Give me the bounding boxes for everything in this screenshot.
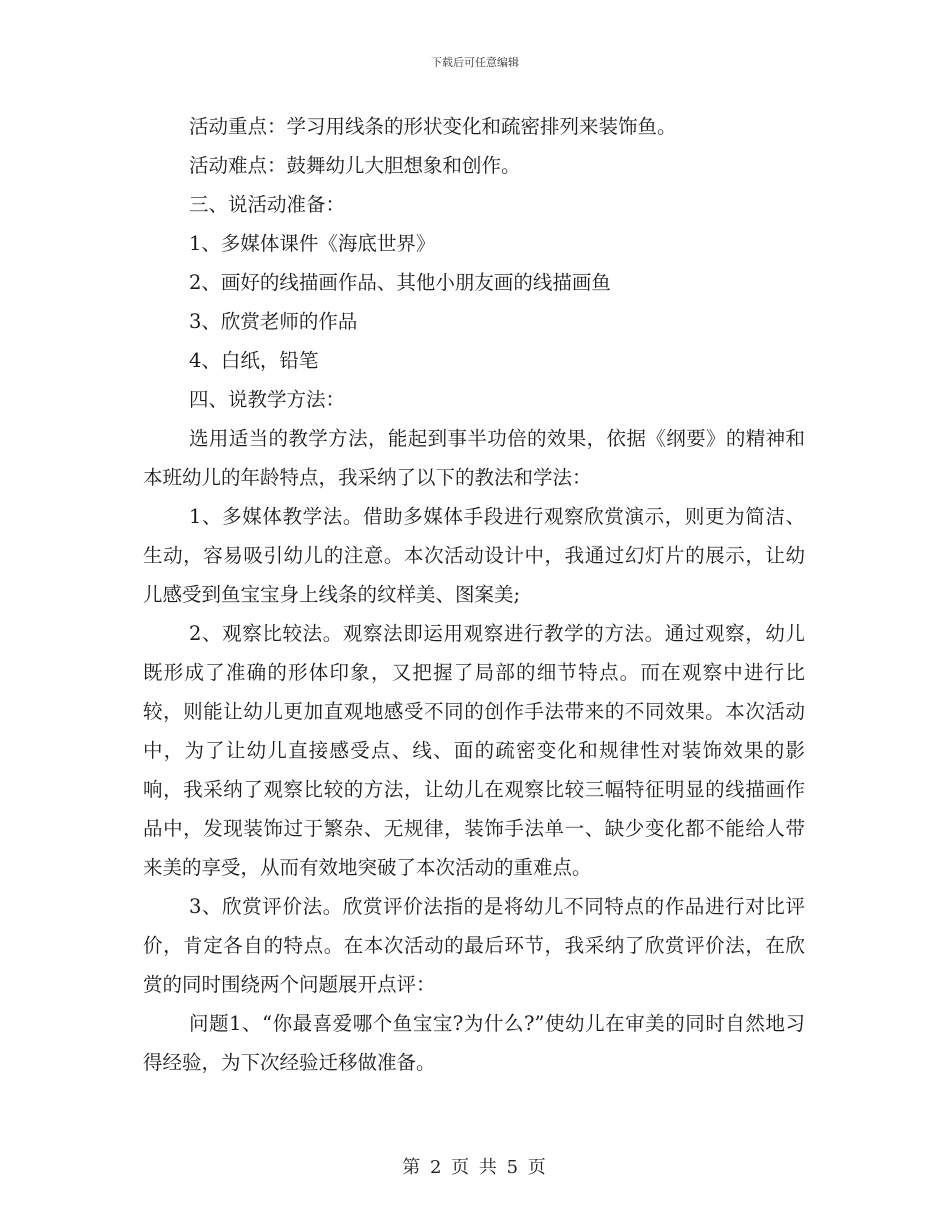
- paragraph-activity-focus: 活动重点：学习用线条的形状变化和疏密排列来装饰鱼。: [189, 115, 677, 138]
- document-body: [143, 107, 805, 1082]
- paragraph-activity-difficulty: 活动难点：鼓舞幼儿大胆想象和创作。: [189, 154, 521, 177]
- list-item-prep-4: 4、白纸，铅笔: [189, 349, 319, 372]
- paragraph-question-1: 问题1、“你最喜爱哪个鱼宝宝?为什么?”使幼儿在审美的同时自然地习得经验，为下次经验迁移做准备。: [143, 1012, 805, 1074]
- page-number-label: 第 2 页 共 5 页: [402, 1157, 548, 1178]
- page-footer: [0, 1153, 950, 1179]
- paragraph-method-multimedia: 1、多媒体教学法。借助多媒体手段进行观察欣赏演示，则更为简洁、生动，容易吸引幼儿的注意。本次活动设计中，我通过幻灯片的展示，让幼儿感受到鱼宝宝身上线条的纹样美、图案美;: [143, 505, 805, 606]
- paragraph-method-observation: 2、观察比较法。观察法即运用观察进行教学的方法。通过观察，幼儿既形成了准确的形体印象，又把握了局部的细节特点。而在观察中进行比较，则能让幼儿更加直观地感受不同的创作手法带来的不同效果。本次活动中，为了让幼儿直接感受点、线、面的疏密变化和规律性对装饰效果的影响，我采纳了观察比较的方法，让幼儿在观察比较三幅特征明显的线描画作品中，发现装饰过于繁杂、无规律，装饰手法单一、缺少变化都不能给人带来美的享受，从而有效地突破了本次活动的重难点。: [143, 622, 805, 879]
- paragraph-methods-intro: 选用适当的教学方法，能起到事半功倍的效果，依据《纲要》的精神和本班幼儿的年龄特点，我采纳了以下的教法和学法：: [143, 427, 805, 489]
- page-header: 下载后可任意编辑: [431, 56, 519, 69]
- section-heading-methods: 四、说教学方法：: [189, 388, 346, 411]
- section-heading-preparation: 三、说活动准备：: [189, 193, 346, 216]
- list-item-prep-1: 1、多媒体课件《海底世界》: [189, 232, 436, 255]
- list-item-prep-2: 2、画好的线描画作品、其他小朋友画的线描画鱼: [189, 271, 611, 294]
- paragraph-method-evaluation: 3、欣赏评价法。欣赏评价法指的是将幼儿不同特点的作品进行对比评价，肯定各自的特点。在本次活动的最后环节，我采纳了欣赏评价法，在欣赏的同时围绕两个问题展开点评：: [143, 895, 805, 996]
- list-item-prep-3: 3、欣赏老师的作品: [189, 310, 358, 333]
